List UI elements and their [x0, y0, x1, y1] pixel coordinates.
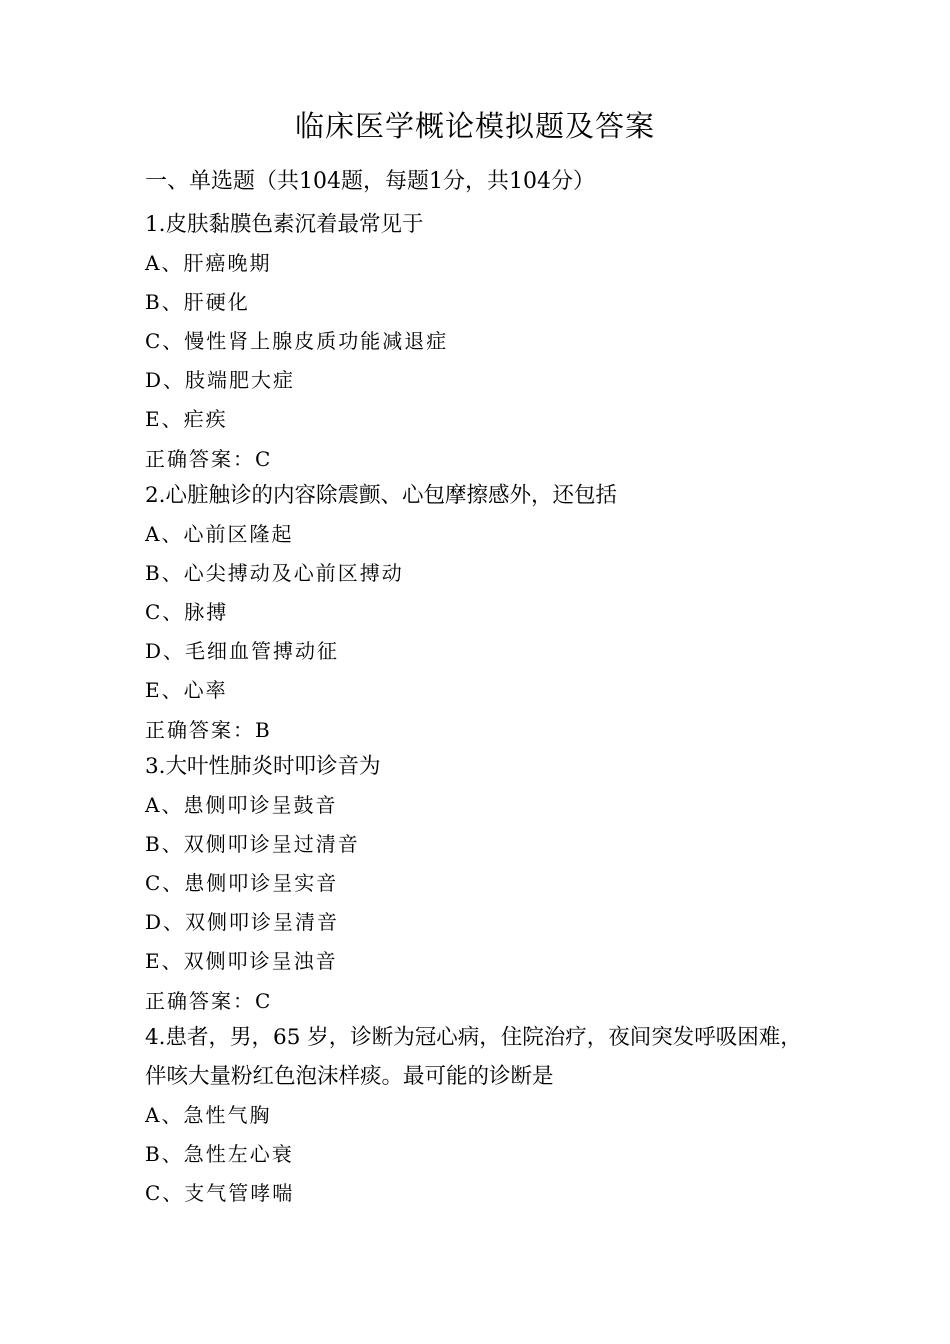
question-1-option-e: E、疟疾 — [145, 407, 228, 431]
question-2-option-b: B、心尖搏动及心前区搏动 — [145, 561, 404, 585]
question-1-option-a: A、肝癌晚期 — [145, 251, 272, 275]
document-title: 临床医学概论模拟题及答案 — [294, 109, 655, 143]
question-1-answer: 正确答案：C — [145, 447, 273, 471]
question-3-option-b: B、双侧叩诊呈过清音 — [145, 832, 360, 856]
question-3-option-e: E、双侧叩诊呈浊音 — [145, 949, 338, 973]
question-2-option-c: C、脉搏 — [145, 600, 229, 624]
question-3-answer: 正确答案：C — [145, 989, 273, 1013]
question-4-option-b: B、急性左心衰 — [145, 1142, 294, 1166]
question-3-option-c: C、患侧叩诊呈实音 — [145, 871, 339, 895]
question-1-stem: 1.皮肤黏膜色素沉着最常见于 — [145, 212, 424, 237]
question-3-stem: 3.大叶性肺炎时叩诊音为 — [145, 754, 381, 779]
question-2-option-d: D、毛细血管搏动征 — [145, 639, 340, 663]
question-4-option-a: A、急性气胸 — [145, 1103, 272, 1127]
question-4-stem-line-2: 伴咳大量粉红色泡沫样痰。最可能的诊断是 — [145, 1064, 554, 1089]
question-3-option-a: A、患侧叩诊呈鼓音 — [145, 793, 338, 817]
question-4-option-c: C、支气管哮喘 — [145, 1181, 295, 1205]
section-heading: 一、单选题（共104题，每题1分，共104分） — [145, 169, 595, 194]
question-3-option-d: D、双侧叩诊呈清音 — [145, 910, 340, 934]
question-1-option-c: C、慢性肾上腺皮质功能减退症 — [145, 329, 449, 353]
question-1-option-b: B、肝硬化 — [145, 290, 250, 314]
question-4-stem-line-1: 4.患者，男，65 岁，诊断为冠心病，住院治疗，夜间突发呼吸困难， — [145, 1025, 802, 1050]
question-1-option-d: D、肢端肥大症 — [145, 368, 296, 392]
question-2-stem: 2.心脏触诊的内容除震颤、心包摩擦感外，还包括 — [145, 483, 618, 508]
question-2-option-a: A、心前区隆起 — [145, 522, 294, 546]
question-2-option-e: E、心率 — [145, 678, 228, 702]
question-2-answer: 正确答案：B — [145, 718, 272, 742]
